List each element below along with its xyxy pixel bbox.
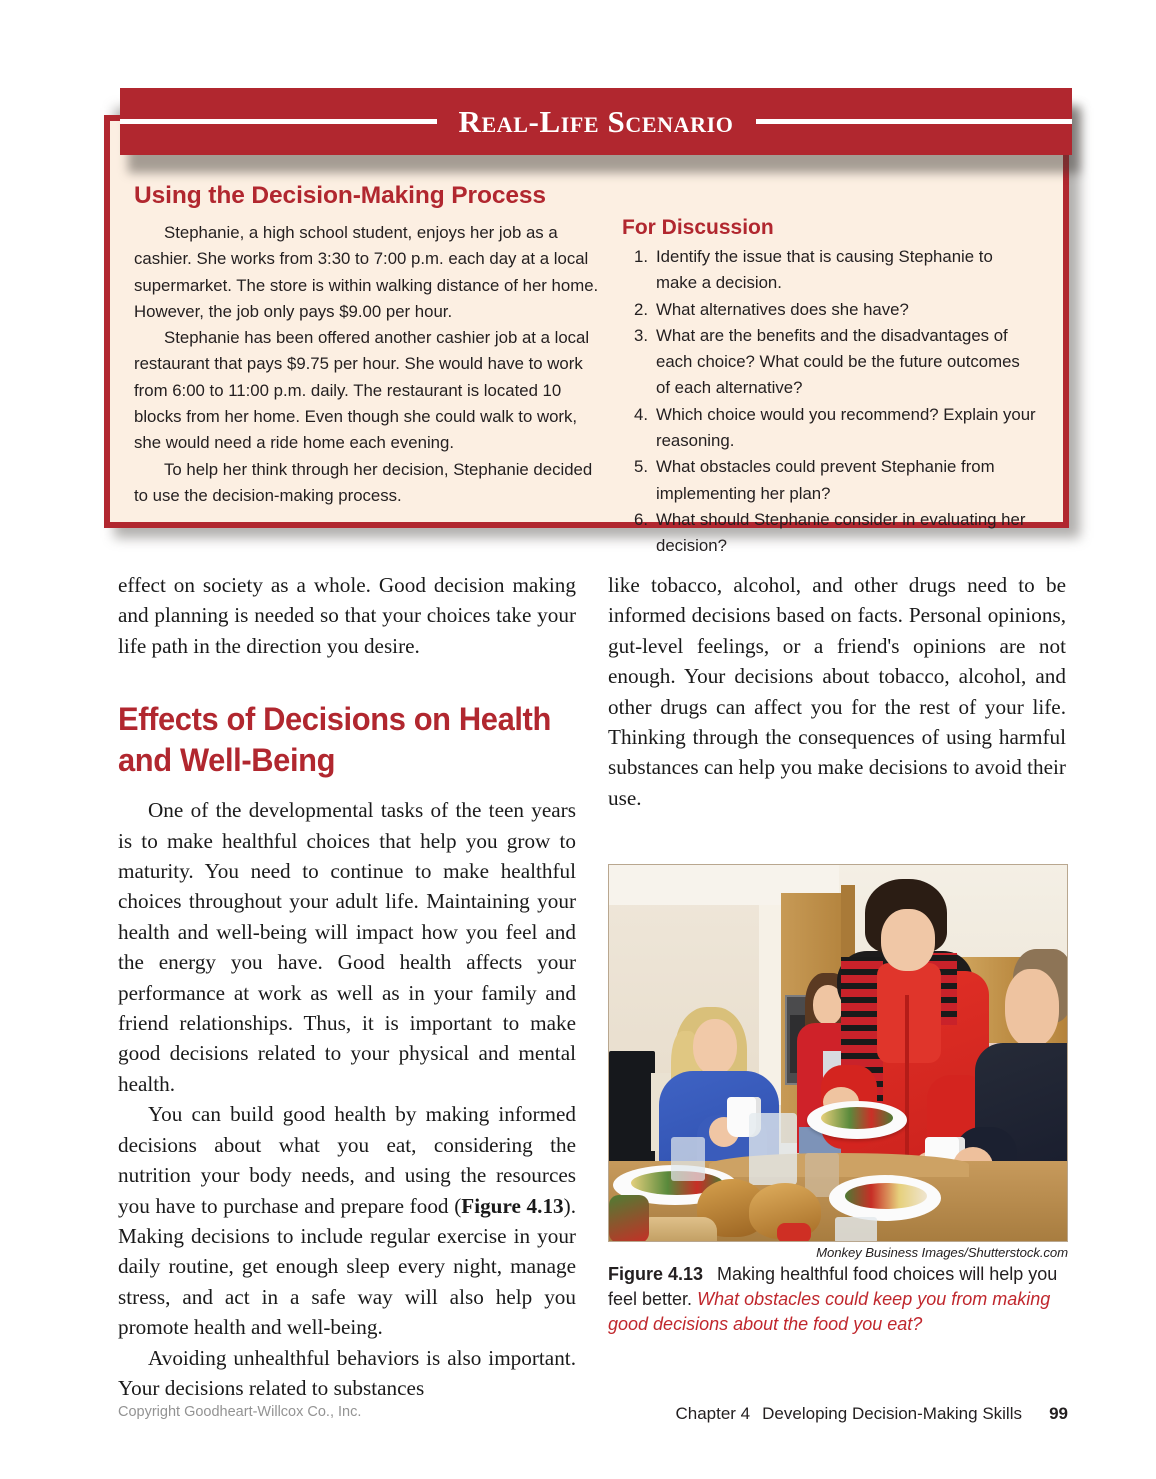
figure-caption [608, 1262, 1068, 1337]
figure-reference: Figure 4.13 [461, 1193, 564, 1218]
left-paragraph-1: One of the developmental tasks of the teen years is to make healthful choices that help you grow to maturity. You need to continue to make healthful choices throughout your adult life. Maintaining your health and well-being will impact how you feel and the energy you have. Good health affects your performance at work as well as in your family and friend relationships. Thus, it is important to make good decisions related to your physical and mental health. [118, 798, 576, 1096]
discussion-item-number: 1. [634, 247, 648, 266]
discussion-item-text: What are the benefits and the disadvantages of each choice? What could be the future outcomes of each alternative? [656, 325, 1020, 398]
scenario-box-content [116, 154, 1057, 556]
left-paragraph-3: Avoiding unhealthful behaviors is also important. Your decisions related to substances [118, 1345, 576, 1400]
discussion-item-text: What should Stephanie consider in evaluating her decision? [656, 509, 1026, 556]
figure-caption-question: What obstacles could keep you from making good decisions about the food you eat? [608, 1289, 1051, 1334]
banner-title-text: Real-Life Scenario [437, 88, 756, 155]
discussion-item-text: Which choice would you recommend? Explain your reasoning. [656, 404, 1036, 451]
right-continued-paragraph: like tobacco, alcohol, and other drugs need to be informed decisions based on facts. Personal opinions, gut-level feelings, or a friend's opinions are not enough. Your decisions about tobacco, alcohol, and other drugs can affect you for the rest of your life. Thinking through the consequences of using harmful substances can help you make decisions to avoid their use. [608, 573, 1066, 810]
photo-father-face [1005, 969, 1059, 1047]
scenario-box [104, 115, 1069, 556]
discussion-item [622, 507, 1037, 560]
right-text-column [608, 570, 1066, 813]
discussion-item [622, 244, 1037, 297]
photo-table-plate-right-food [845, 1183, 927, 1209]
page-number: 99 [1049, 1404, 1068, 1423]
photo-drinking-glass-front [835, 1217, 877, 1242]
discussion-item-text: What alternatives does she have? [656, 299, 909, 319]
for-discussion-title: For Discussion [622, 216, 774, 239]
footer-chapter-title: Developing Decision-Making Skills [762, 1404, 1022, 1423]
footer-copyright: Copyright Goodheart-Willcox Co., Inc. [118, 1404, 362, 1420]
photo-water-pitcher [749, 1113, 797, 1185]
discussion-item [622, 323, 1037, 402]
photo-mother-face [693, 1019, 737, 1075]
photo-red-pepper [777, 1223, 811, 1242]
figure-number: Figure 4.13 [608, 1264, 704, 1284]
left-paragraph-2-part-a: You can build good health by making informed decisions about what you eat, considering the nutrition your body needs, and using the resources you have to purchase and prepare food ( [118, 1102, 576, 1218]
discussion-item [622, 454, 1037, 507]
discussion-item [622, 297, 1037, 323]
scenario-subtitle: Using the Decision-Making Process [134, 182, 546, 209]
scenario-banner [120, 88, 1072, 155]
photo-boy-polo-shirt [877, 963, 941, 1063]
discussion-item-text: What obstacles could prevent Stephanie from implementing her plan? [656, 457, 995, 503]
footer-chapter [675, 1404, 1022, 1424]
figure-photo-credit: Monkey Business Images/Shutterstock.com [816, 1245, 1068, 1260]
figure-4-13 [608, 864, 1068, 1337]
figure-photo [608, 864, 1068, 1242]
scenario-paragraph-1: Stephanie, a high school student, enjoys her job as a cashier. She works from 3:30 to 7:00 p.m. each day at a local supermarket. The store is within walking distance of her home. However, the job only pays $9.00 per hour. [134, 223, 599, 321]
banner-title-wrap [120, 88, 1072, 155]
left-paragraph-2-part-b: ). Making decisions to include regular exercise in your daily routine, get enough sleep every night, manage stress, and act in a safe way will also help you promote health and well-being. [118, 1193, 576, 1340]
photo-television [609, 1051, 655, 1167]
discussion-item-number: 2. [634, 299, 648, 319]
photo-drinking-glass-left [671, 1137, 705, 1181]
photo-served-plate-food [821, 1107, 893, 1129]
left-paragraph-2 [118, 1099, 576, 1342]
discussion-item-number: 5. [634, 457, 648, 477]
left-text-column [118, 570, 576, 1403]
section-heading: Effects of Decisions on Health and Well-Being [118, 701, 551, 779]
real-life-scenario-feature [104, 88, 1076, 556]
photo-salad-bowl [609, 1195, 649, 1242]
figure-caption-text: Making healthful food choices will help you feel better. [608, 1264, 1058, 1309]
footer-chapter-label: Chapter 4 [675, 1404, 751, 1423]
scenario-narrative-column [116, 154, 606, 516]
discussion-item-text: Identify the issue that is causing Stephanie to make a decision. [656, 247, 993, 293]
left-continued-paragraph: effect on society as a whole. Good decision making and planning is needed so that your choices take your life path in the direction you desire. [118, 573, 576, 658]
discussion-item-number: 4. [634, 404, 648, 424]
photo-bread-loaf [637, 1217, 717, 1242]
photo-table-edge [709, 1153, 969, 1177]
scenario-paragraph-2: Stephanie has been offered another cashier job at a local restaurant that pays $9.75 per hour. She would have to work from 6:00 to 11:00 p.m. daily. The restaurant is located 10 blocks from her home. Even though she could walk to work, she would need a ride home each evening. [134, 328, 590, 453]
photo-boy-face [881, 909, 935, 971]
scenario-paragraph-3: To help her think through her decision, Stephanie decided to use the decision-making process. [134, 459, 593, 505]
page-footer [118, 1404, 1068, 1432]
discussion-item-number: 6. [634, 509, 648, 529]
discussion-question-list [622, 244, 1037, 560]
discussion-item-number: 3. [634, 325, 648, 345]
scenario-discussion-column [606, 154, 1057, 556]
discussion-item [622, 402, 1037, 455]
